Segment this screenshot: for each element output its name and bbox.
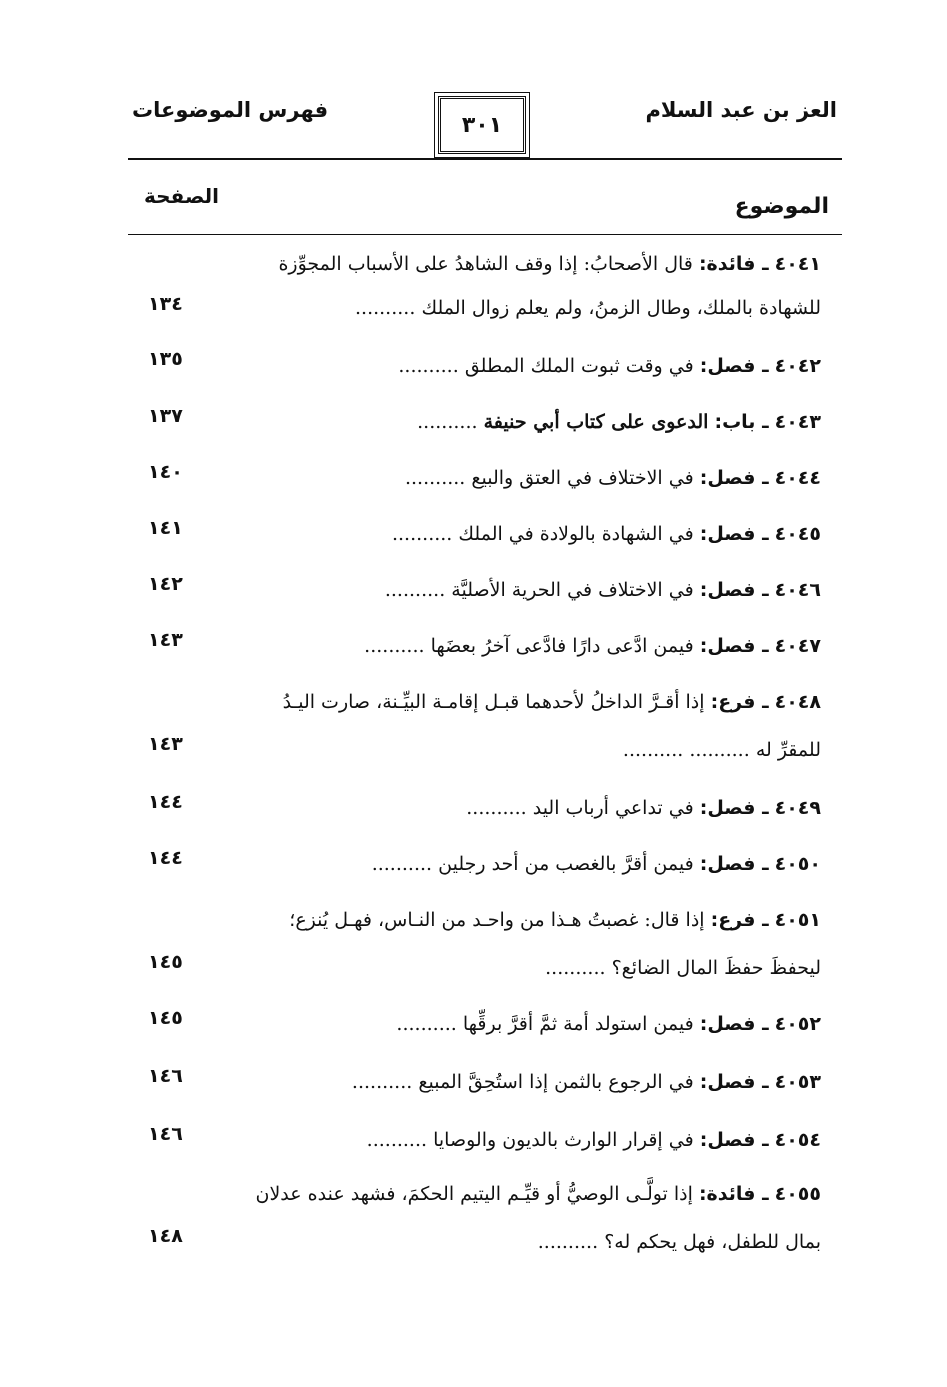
entry-kind: فصل:	[699, 467, 756, 489]
leader-dots: ..........	[404, 467, 466, 489]
leader-dots: ..........	[689, 739, 750, 761]
entry-kind: فصل:	[699, 635, 756, 657]
entry-number: ٤٠٤٧	[774, 635, 821, 657]
leader-dots: ..........	[384, 579, 446, 601]
entry-page-number: ١٣٤	[148, 293, 183, 315]
entry-title: فيمن ادَّعى دارًا فادَّعى آخرُ بعضَها	[430, 635, 694, 657]
entry-kind: فصل:	[699, 1013, 756, 1035]
entry-title: في إقرار الوارث بالديون والوصايا	[433, 1129, 694, 1151]
entry-title: في وقت ثبوت الملك المطلق	[464, 355, 694, 377]
entry-title: فيمن استولد أمة ثمَّ أقرَّ برقِّها	[462, 1013, 694, 1035]
entry-kind: فائدة:	[698, 253, 756, 275]
entry-kind: فصل:	[699, 1129, 756, 1151]
toc-entry-line: ٤٠٥٢ ـ فصل: فيمن استولد أمة ثمَّ أقرَّ برقِّها ..........	[396, 1013, 821, 1035]
header-rule	[128, 158, 842, 160]
entry-page-number: ١٤٨	[148, 1225, 183, 1247]
entry-number: ٤٠٤٤	[774, 467, 821, 489]
toc-entry-line: ٤٠٥٣ ـ فصل: في الرجوع بالثمن إذا استُحِقَّ المبيع ..........	[351, 1071, 821, 1093]
entry-page-number: ١٣٧	[148, 405, 183, 427]
entry-kind: فصل:	[699, 355, 756, 377]
entry-number: ٤٠٥٥	[774, 1183, 821, 1205]
leader-dots: ..........	[364, 635, 425, 657]
entry-title: فيمن أقرَّ بالغصب من أحد رجلين	[438, 853, 694, 875]
entry-title: قال الأصحابُ: إذا وقف الشاهدُ على الأسباب المجوِّزة	[278, 253, 693, 275]
entry-title: في الاختلاف في الحرية الأصليَّة	[451, 579, 694, 601]
leader-dots: ..........	[371, 853, 433, 875]
entry-number: ٤٠٤٣	[774, 411, 821, 433]
entry-kind: فصل:	[699, 1071, 756, 1093]
entry-number: ٤٠٥١	[774, 909, 821, 931]
entry-title: في الشهادة بالولادة في الملك	[458, 523, 694, 545]
column-header-page: الصفحة	[144, 184, 220, 208]
toc-entry-line: ٤٠٥٠ ـ فصل: فيمن أقرَّ بالغصب من أحد رجلين ..........	[371, 853, 821, 875]
toc-entry-line: ٤٠٤٩ ـ فصل: في تداعي أرباب اليد ..........	[466, 797, 821, 819]
entry-title-continued: للمقرِّ له	[755, 739, 821, 761]
page-number-frame	[438, 96, 526, 154]
toc-entry-line	[220, 290, 821, 326]
entry-kind: فصل:	[699, 523, 756, 545]
leader-dots: ..........	[417, 411, 478, 433]
entry-page-number: ١٤٢	[148, 573, 183, 595]
entry-kind: فصل:	[699, 797, 756, 819]
entry-number: ٤٠٤٢	[774, 355, 821, 377]
entry-title-continued: للشهادة بالملك، وطال الزمنُ، ولم يعلم زوال الملك	[421, 297, 821, 319]
entry-title: الدعوى على كتاب أبي حنيفة	[483, 411, 709, 433]
toc-entry-line	[220, 950, 821, 986]
leader-dots: ..........	[354, 297, 416, 319]
leader-dots: ..........	[537, 1231, 599, 1253]
column-header-rule	[128, 234, 842, 235]
entry-page-number: ١٤٤	[148, 791, 183, 813]
toc-entry-line: ٤٠٤٨ ـ فرع: إذا أقـرَّ الداخلُ لأحدهما قبـل إقامـة البيِّـنة، صارت اليـدُ	[282, 691, 821, 713]
leader-dots: ..........	[545, 957, 606, 979]
leader-dots: ..........	[398, 355, 459, 377]
entry-page-number: ١٤٥	[148, 1007, 183, 1029]
column-header-topic: الموضوع	[734, 194, 829, 219]
leader-dots: ..........	[391, 523, 453, 545]
toc-entry-line: ٤٠٥٥ ـ فائدة: إذا تولَّـى الوصيُّ أو قيِّـم اليتيم الحكمَ، فشهد عنده عدلان	[255, 1183, 821, 1205]
leader-dots: ..........	[351, 1071, 413, 1093]
entry-kind: فصل:	[699, 579, 756, 601]
leader-dots: ..........	[366, 1129, 428, 1151]
running-header-author: العز بن عبد السلام	[645, 98, 837, 122]
page-number: ٣٠١	[461, 112, 503, 138]
entry-number: ٤٠٤٥	[774, 523, 821, 545]
entry-page-number: ١٤٥	[148, 951, 183, 973]
leader-dots: ..........	[396, 1013, 457, 1035]
toc-entry-line: ٤٠٤٤ ـ فصل: في الاختلاف في العتق والبيع ..........	[404, 467, 821, 489]
toc-entry-line: ٤٠٤٣ ـ باب: الدعوى على كتاب أبي حنيفة ..........	[417, 411, 821, 433]
entry-number: ٤٠٥٢	[774, 1013, 821, 1035]
entry-page-number: ١٤٦	[148, 1123, 183, 1145]
entry-kind: فصل:	[699, 853, 756, 875]
entry-title: في الرجوع بالثمن إذا استُحِقَّ المبيع	[418, 1071, 694, 1093]
entry-title: إذا تولَّـى الوصيُّ أو قيِّـم اليتيم الحكمَ، فشهد عنده عدلان	[255, 1183, 693, 1205]
entry-number: ٤٠٥٠	[774, 853, 821, 875]
entry-kind: باب:	[714, 411, 756, 433]
entry-page-number: ١٤٣	[148, 733, 183, 755]
toc-entry-line: ٤٠٤٦ ـ فصل: في الاختلاف في الحرية الأصليَّة ..........	[384, 579, 821, 601]
toc-entry-line: ٤٠٥٤ ـ فصل: في إقرار الوارث بالديون والوصايا ..........	[366, 1129, 821, 1151]
entry-page-number: ١٤٣	[148, 629, 183, 651]
entry-page-number: ١٤٠	[148, 461, 183, 483]
entry-title-continued: بمال للطفل، فهل يحكم له؟	[604, 1231, 821, 1253]
entry-kind: فرع:	[710, 691, 756, 713]
toc-entry-line: ٤٠٤٧ ـ فصل: فيمن ادَّعى دارًا فادَّعى آخرُ بعضَها ..........	[364, 635, 821, 657]
toc-entry-line: ٤٠٤١ ـ فائدة: قال الأصحابُ: إذا وقف الشاهدُ على الأسباب المجوِّزة	[278, 253, 821, 275]
entry-title: في تداعي أرباب اليد	[532, 797, 694, 819]
entry-page-number: ١٤٦	[148, 1065, 183, 1087]
entry-number: ٤٠٤٨	[774, 691, 821, 713]
entry-kind: فرع:	[710, 909, 756, 931]
toc-entry-line: ٤٠٤٢ ـ فصل: في وقت ثبوت الملك المطلق ..........	[398, 355, 821, 377]
leader-dots: ..........	[466, 797, 527, 819]
running-header-section: فهرس الموضوعات	[132, 98, 329, 122]
toc-entry-line: ٤٠٥١ ـ فرع: إذا قال: غصبتُ هـذا من واحـد من النـاس، فهـل يُنزع؛	[289, 909, 821, 931]
entry-page-number: ١٣٥	[148, 348, 183, 370]
entry-title-continued: ليحفظَ حفظَ المال الضائع؟	[611, 957, 821, 979]
entry-page-number: ١٤١	[148, 517, 183, 539]
entry-number: ٤٠٤١	[774, 253, 821, 275]
toc-entry-line: للمقرِّ له .......... ..........	[622, 739, 821, 761]
entry-kind: فائدة:	[698, 1183, 756, 1205]
entry-number: ٤٠٥٣	[774, 1071, 821, 1093]
entry-title: إذا قال: غصبتُ هـذا من واحـد من النـاس، فهـل يُنزع؛	[289, 909, 705, 931]
toc-entry-line: ٤٠٤٥ ـ فصل: في الشهادة بالولادة في الملك ..........	[391, 523, 821, 545]
entry-number: ٤٠٤٩	[774, 797, 821, 819]
entry-title: في الاختلاف في العتق والبيع	[471, 467, 694, 489]
entry-number: ٤٠٤٦	[774, 579, 821, 601]
toc-entry-line	[220, 1224, 821, 1260]
entry-title: إذا أقـرَّ الداخلُ لأحدهما قبـل إقامـة البيِّـنة، صارت اليـدُ	[282, 691, 705, 713]
entry-page-number: ١٤٤	[148, 847, 183, 869]
entry-number: ٤٠٥٤	[774, 1129, 821, 1151]
